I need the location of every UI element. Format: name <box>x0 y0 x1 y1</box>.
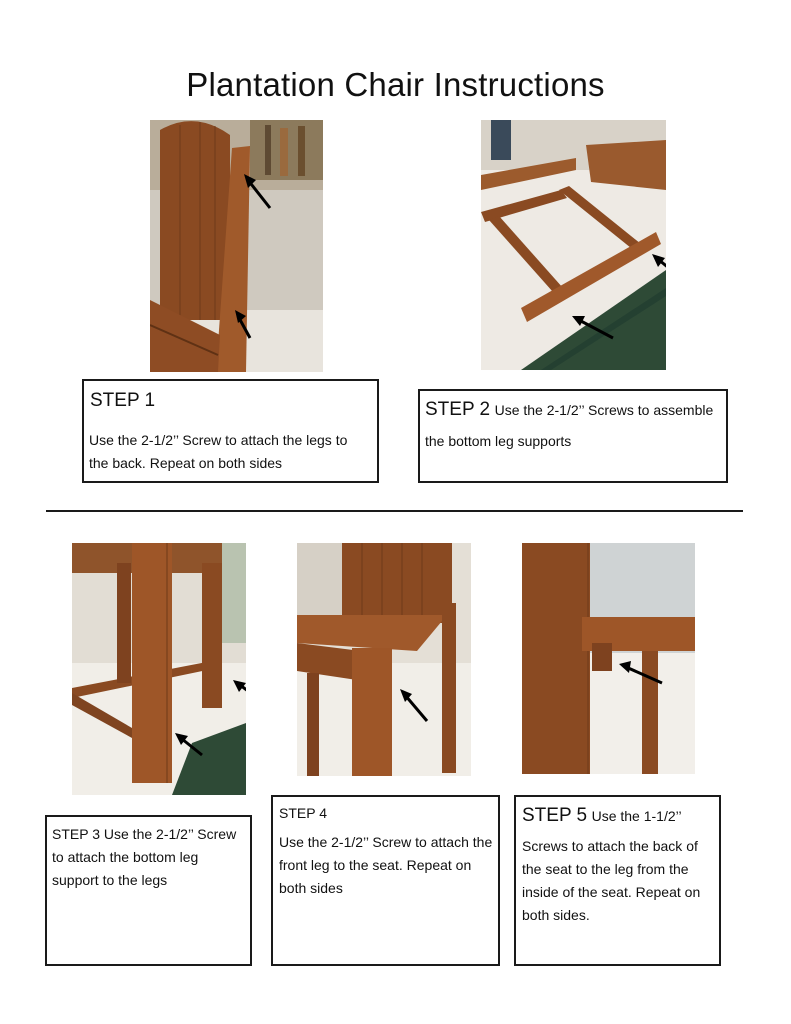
section-divider <box>46 510 743 512</box>
step-4-box <box>271 795 500 966</box>
step-4-photo <box>297 543 471 776</box>
step-5-photo <box>522 543 695 774</box>
step-3-label: STEP 3 <box>52 826 100 842</box>
step-3-inline-text: Use the 2-1/2’’ Screw <box>103 826 237 842</box>
step-1-photo <box>150 120 323 372</box>
step-2-text: the bottom leg supports <box>425 433 572 449</box>
step-2-photo <box>481 120 666 370</box>
page-title: Plantation Chair Instructions <box>186 66 605 103</box>
step-5-label: STEP 5 <box>522 805 588 826</box>
step-3-photo <box>72 543 246 795</box>
step-3-text: to attach the bottom leg support to the legs <box>52 849 199 888</box>
step-3-box <box>45 815 252 966</box>
step-1-text: Use the 2-1/2’’ Screw to attach the legs to the back. Repeat on both sides <box>89 432 348 471</box>
step-5-text: Screws to attach the back of the seat to the leg from the inside of the seat. Repeat on both sides. <box>522 838 701 923</box>
step-4-text: Use the 2-1/2’’ Screw to attach the front leg to the seat. Repeat on both sides <box>279 834 493 896</box>
step-1-box <box>82 379 379 483</box>
step-2-box <box>418 389 728 483</box>
step-5-inline-text: Use the 1-1/2’’ <box>591 808 682 824</box>
step-5-box <box>514 795 721 966</box>
step-2-label: STEP 2 <box>425 399 491 420</box>
step-2-inline-text: Use the 2-1/2’’ Screws to assemble <box>494 402 714 418</box>
step-4-label: STEP 4 <box>279 805 327 821</box>
step-1-label: STEP 1 <box>90 390 156 411</box>
